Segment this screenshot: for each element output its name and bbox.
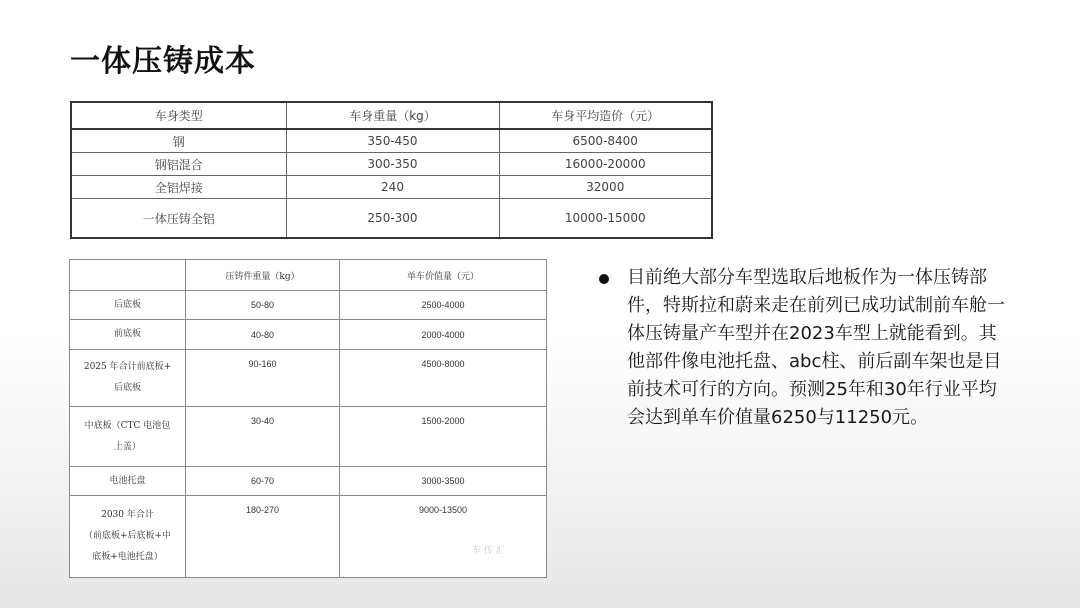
bullet-paragraph: 目前绝大部分车型选取后地板作为一体压铸部件，特斯拉和蔚来走在前列已成功试制前车舱一体压铸量产车型并在2023车型上就能看到。其他部件像电池托盘、abc柱、前后副车架也是目前技术可行的方向。预测25年和30年行业平均会达到单车价值量6250与11250元。 xyxy=(627,267,1005,428)
row-label-line: 2025 年合计前底板+ xyxy=(83,362,172,372)
bullet-dot-icon xyxy=(599,274,609,284)
weight-cell: 40-80 xyxy=(186,320,340,350)
table-row xyxy=(71,153,712,176)
row-label-line: 后底板 xyxy=(113,383,141,393)
page-title: 一体压铸成本 xyxy=(70,44,256,79)
table-row xyxy=(70,350,547,407)
row-label xyxy=(70,467,186,496)
table-cell: 240 xyxy=(286,176,499,199)
column-header: 车身重量（kg） xyxy=(286,102,499,129)
row-label-line: （前底板+后底板+中 xyxy=(83,531,172,541)
value-cell: 2500-4000 xyxy=(340,291,547,320)
weight-cell: 50-80 xyxy=(186,291,340,320)
body-cost-table xyxy=(70,101,713,239)
table-cell: 250-300 xyxy=(286,199,499,239)
source-watermark: 车 传 汇 xyxy=(472,546,505,555)
row-label-line: 前底板 xyxy=(113,329,141,339)
column-header: 车身平均造价（元） xyxy=(499,102,712,129)
weight-cell: 30-40 xyxy=(186,407,340,467)
table-row xyxy=(70,291,547,320)
table-cell: 32000 xyxy=(499,176,712,199)
value-cell: 9000-13500 xyxy=(340,496,547,578)
table-row xyxy=(70,496,547,578)
row-label-line: 上盖） xyxy=(113,441,141,452)
value-cell: 2000-4000 xyxy=(340,320,547,350)
table-cell: 6500-8400 xyxy=(499,129,712,153)
table-cell: 钢 xyxy=(71,129,286,153)
weight-cell: 180-270 xyxy=(186,496,340,578)
row-label xyxy=(70,407,186,467)
table-cell: 300-350 xyxy=(286,153,499,176)
column-header xyxy=(70,260,186,291)
table-header-row xyxy=(70,260,547,291)
table-cell: 10000-15000 xyxy=(499,199,712,239)
table-cell: 钢铝混合 xyxy=(71,153,286,176)
column-header: 车身类型 xyxy=(71,102,286,129)
table-header-row xyxy=(71,102,712,129)
table-row xyxy=(70,407,547,467)
value-cell: 1500-2000 xyxy=(340,407,547,467)
table-row xyxy=(71,199,712,239)
row-label-line: 底板+电池托盘） xyxy=(92,552,163,562)
table-cell: 350-450 xyxy=(286,129,499,153)
weight-cell: 60-70 xyxy=(186,467,340,496)
row-label-line: 电池托盘 xyxy=(109,475,146,486)
row-label xyxy=(70,320,186,350)
table-row xyxy=(71,129,712,153)
table-cell: 16000-20000 xyxy=(499,153,712,176)
row-label-line: 中底板（CTC 电池包 xyxy=(84,420,171,431)
table-cell: 一体压铸全铝 xyxy=(71,199,286,239)
row-label xyxy=(70,350,186,407)
die-casting-value-table xyxy=(69,259,547,578)
weight-cell: 90-160 xyxy=(186,350,340,407)
row-label-line: 2030 年合计 xyxy=(101,510,154,520)
table-row xyxy=(70,467,547,496)
value-cell: 4500-8000 xyxy=(340,350,547,407)
row-label xyxy=(70,291,186,320)
table-row xyxy=(70,320,547,350)
column-header: 单车价值量（元） xyxy=(340,260,547,291)
row-label-line: 后底板 xyxy=(113,299,141,310)
row-label xyxy=(70,496,186,578)
table-row xyxy=(71,176,712,199)
value-cell: 3000-3500 xyxy=(340,467,547,496)
column-header: 压铸件重量（kg） xyxy=(186,260,340,291)
table-cell: 全铝焊接 xyxy=(71,176,286,199)
